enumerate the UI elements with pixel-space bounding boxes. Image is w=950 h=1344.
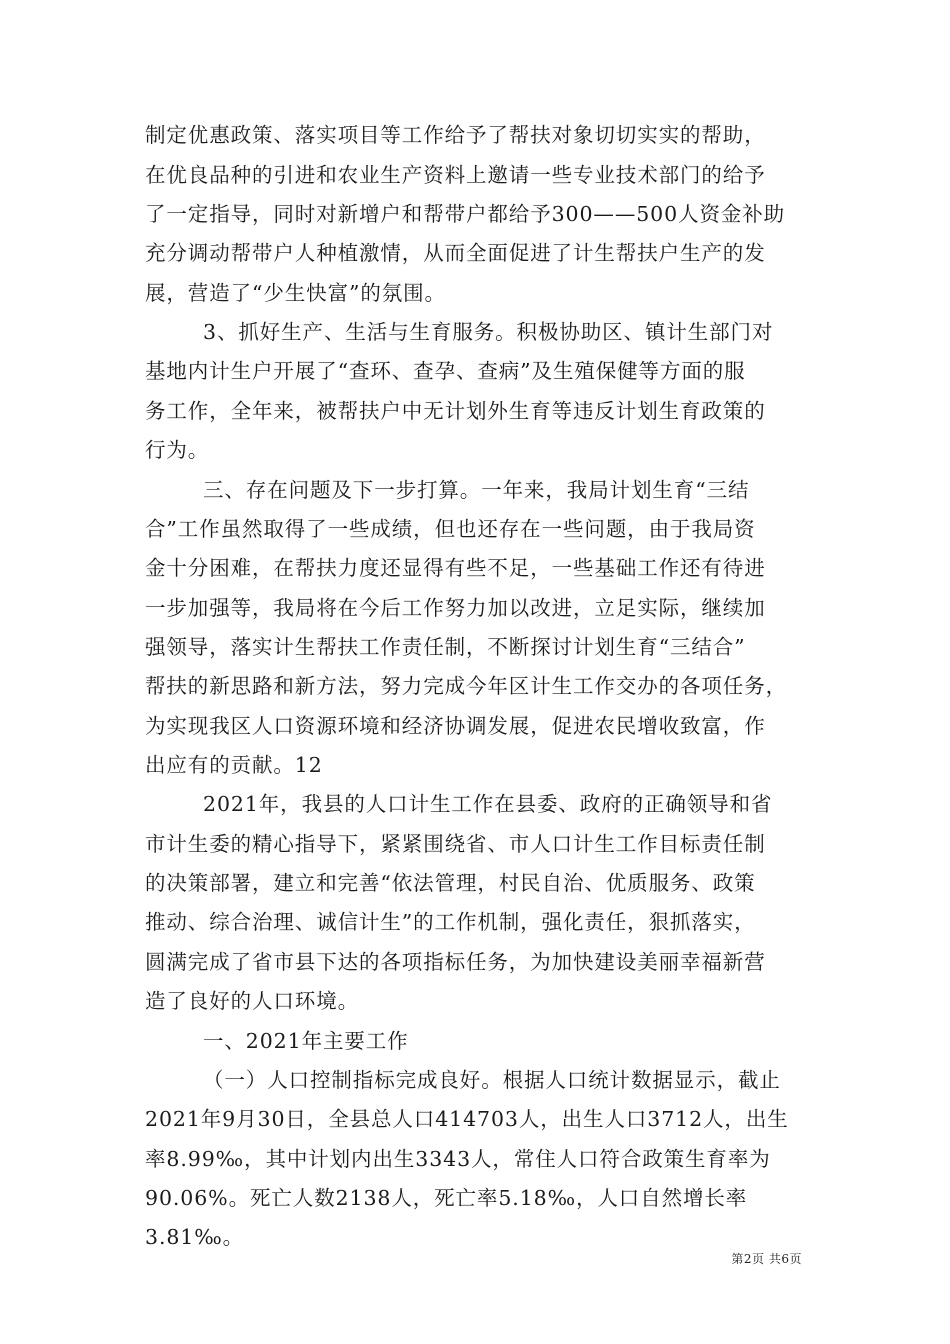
text-line: 出应有的贡献。12 bbox=[145, 753, 323, 777]
section-heading: 一、2021年主要工作 bbox=[203, 1029, 409, 1053]
paragraph-first-line: 3、抓好生产、生活与生育服务。积极协助区、镇计生部门对 bbox=[203, 320, 774, 344]
text-line: 展，营造了“少生快富”的氛围。 bbox=[145, 281, 446, 305]
text-line: 行为。 bbox=[145, 438, 210, 462]
text-line: 合”工作虽然取得了一些成绩，但也还存在一些问题，由于我局资 bbox=[145, 517, 756, 541]
text-line: 一步加强等，我局将在今后工作努力加以改进，立足实际，继续加 bbox=[145, 596, 766, 620]
text-line: 强领导，落实计生帮扶工作责任制，不断探讨计划生育“三结合” bbox=[145, 635, 746, 659]
text-line: 圆满完成了省市县下达的各项指标任务，为加快建设美丽幸福新营 bbox=[145, 950, 766, 974]
text-line: 90.06%。死亡人数2138人，死亡率5.18‰，人口自然增长率 bbox=[145, 1186, 748, 1210]
text-line: 的决策部署，建立和完善“依法管理，村民自治、优质服务、政策 bbox=[145, 871, 756, 895]
text-line: 帮扶的新思路和新方法，努力完成今年区计生工作交办的各项任务， bbox=[145, 674, 787, 698]
paragraph-first-line: （一）人口控制指标完成良好。根据人口统计数据显示，截止 bbox=[203, 1068, 781, 1092]
text-line: 了一定指导，同时对新增户和帮带户都给予300——500人资金补助 bbox=[145, 202, 786, 226]
text-line: 为实现我区人口资源环境和经济协调发展，促进农民增收致富，作 bbox=[145, 714, 766, 738]
text-line: 2021年9月30日，全县总人口414703人，出生人口3712人，出生 bbox=[145, 1107, 789, 1131]
text-line: 3.81‰。 bbox=[145, 1225, 245, 1249]
text-line: 务工作，全年来，被帮扶户中无计划外生育等违反计划生育政策的 bbox=[145, 399, 766, 423]
text-line: 造了良好的人口环境。 bbox=[145, 989, 359, 1013]
paragraph-first-line: 三、存在问题及下一步打算。一年来，我局计划生育“三结 bbox=[203, 478, 750, 502]
text-line: 推动、综合治理、诚信计生”的工作机制，强化责任，狠抓落实， bbox=[145, 910, 756, 934]
text-line: 率8.99‰，其中计划内出生3343人，常住人口符合政策生育率为 bbox=[145, 1147, 771, 1171]
text-line: 金十分困难，在帮扶力度还显得有些不足，一些基础工作还有待进 bbox=[145, 556, 766, 580]
text-line: 制定优惠政策、落实项目等工作给予了帮扶对象切切实实的帮助， bbox=[145, 123, 766, 147]
page-number: 第2页 共6页 bbox=[731, 1252, 802, 1266]
text-line: 市计生委的精心指导下，紧紧围绕省、市人口计生工作目标责任制 bbox=[145, 832, 766, 856]
paragraph-first-line: 2021年，我县的人口计生工作在县委、政府的正确领导和省 bbox=[203, 792, 773, 816]
text-line: 基地内计生户开展了“查环、查孕、查病”及生殖保健等方面的服 bbox=[145, 359, 746, 383]
text-line: 充分调动帮带户人种植激情，从而全面促进了计生帮扶户生产的发 bbox=[145, 241, 766, 265]
text-line: 在优良品种的引进和农业生产资料上邀请一些专业技术部门的给予 bbox=[145, 163, 766, 187]
